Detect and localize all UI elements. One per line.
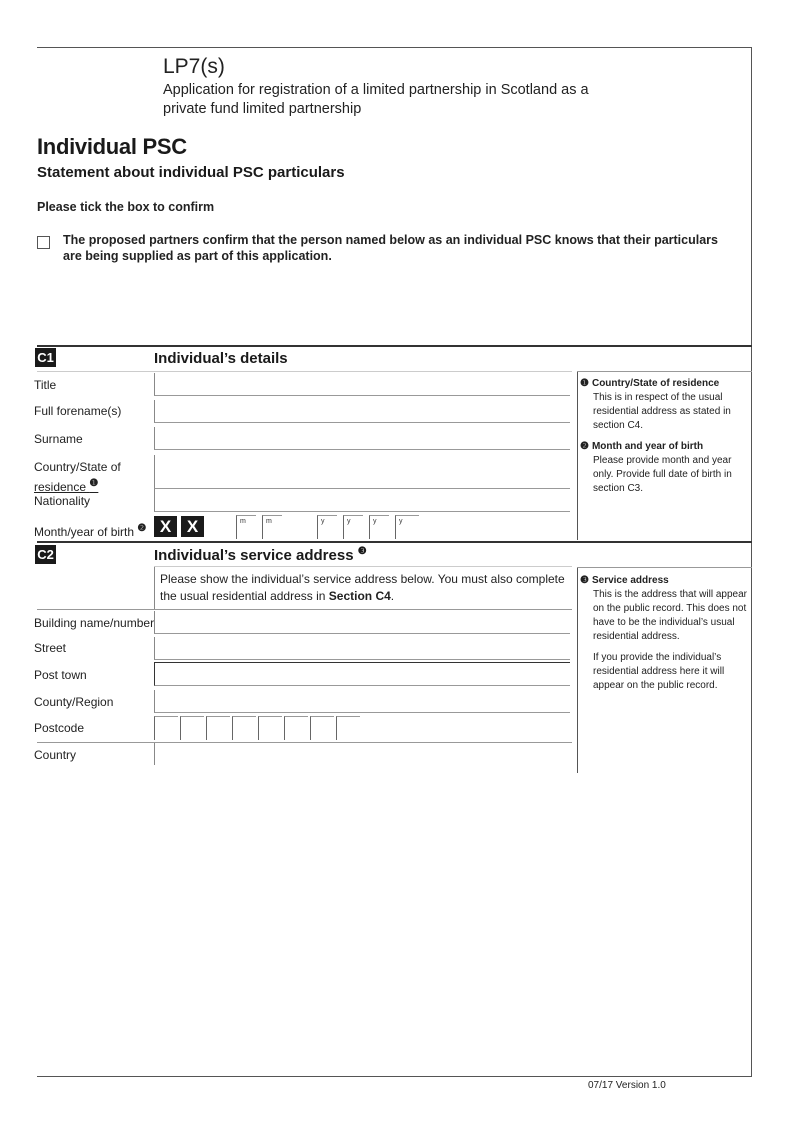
service-desc-prefix: Please show the individual’s service address below. You must also complete the usual residential address in (160, 572, 565, 603)
note-1-body: This is in respect of the usual residential address as stated in section C4. (593, 392, 731, 431)
note-3-body: This is the address that will appear on the public record. This does not have to be the individual’s usual residential address. (593, 589, 747, 642)
street-field[interactable] (154, 637, 570, 660)
c2-badge: C2 (35, 545, 56, 564)
birth-year-cell[interactable]: y (317, 515, 337, 539)
postcode-cell[interactable] (284, 716, 308, 740)
frame-top-rule (37, 47, 752, 48)
c1-notes-divider (577, 371, 578, 540)
c1-heading-rule (37, 371, 572, 372)
nationality-field[interactable] (154, 489, 570, 512)
service-desc-section-ref: Section C4 (328, 589, 391, 603)
birth-day-mask-1: X (154, 516, 177, 537)
note-1-marker: ❶ (89, 478, 99, 489)
note-3-number: ❸ (580, 575, 589, 586)
note-2-body: Please provide month and year only. Provide full date of birth in section C3. (593, 455, 732, 494)
postcode-cell[interactable] (258, 716, 282, 740)
note-3-body-2: If you provide the individual’s residential address here it will appear on the public record. (593, 652, 725, 691)
country-address-field[interactable] (154, 743, 570, 765)
c2-heading-rule (154, 566, 572, 567)
note-2-heading (580, 440, 748, 454)
c2-notes-divider (577, 567, 578, 773)
service-desc-suffix: . (390, 589, 395, 603)
birth-label-text: Month/year of birth (34, 525, 135, 539)
note-service-address (580, 574, 748, 693)
post-town-label: Post town (34, 668, 87, 682)
surname-field[interactable] (154, 427, 570, 450)
c2-desc-left-rule (154, 567, 155, 609)
section-subtitle: Statement about individual PSC particulars (37, 164, 345, 181)
birth-year-cell[interactable]: y (395, 515, 419, 539)
building-label: Building name/number (34, 616, 155, 630)
section-title: Individual PSC (37, 134, 187, 159)
c2-heading: Individual’s service address (154, 547, 354, 564)
c2-notes-top-rule (577, 567, 752, 568)
confirm-statement: The proposed partners confirm that the person named below as an individual PSC knows that their particulars are being supplied as part of this application. (63, 233, 718, 263)
form-title: Application for registration of a limited partnership in Scotland as a private fund limited partnership (163, 82, 589, 117)
country-field[interactable] (154, 455, 570, 489)
birth-year-cell[interactable]: y (369, 515, 389, 539)
c1-badge: C1 (35, 348, 56, 367)
birth-day-mask-2: X (181, 516, 204, 537)
c1-notes-top-rule (577, 371, 752, 372)
confirm-checkbox[interactable] (37, 236, 50, 249)
note-country-residence (580, 377, 748, 433)
form-code: LP7(s) (163, 55, 225, 78)
c2-desc-bottom-rule (37, 609, 572, 610)
postcode-label: Postcode (34, 721, 85, 735)
country-label-residence: residence (34, 480, 87, 494)
note-3-marker: ❸ (357, 546, 367, 557)
birth-label (34, 521, 146, 540)
note-3-title: Service address (591, 575, 669, 586)
note-2-number: ❷ (580, 441, 589, 452)
note-2-title: Month and year of birth (591, 441, 704, 452)
county-label: County/Region (34, 695, 114, 709)
nationality-label: Nationality (34, 494, 91, 508)
county-field[interactable] (154, 690, 570, 713)
postcode-cell[interactable] (180, 716, 204, 740)
forenames-label: Full forename(s) (34, 404, 122, 418)
birth-month-cell[interactable]: m (236, 515, 256, 539)
note-1-number: ❶ (580, 378, 589, 389)
note-1-heading (580, 377, 748, 391)
note-2-marker: ❷ (137, 523, 147, 534)
building-field[interactable] (154, 611, 570, 634)
instruction-text: Please tick the box to confirm (37, 200, 215, 214)
title-field[interactable] (154, 373, 570, 396)
postcode-cell[interactable] (310, 716, 334, 740)
note-1-title: Country/State of residence (591, 378, 720, 389)
c1-heading: Individual’s details (154, 350, 288, 367)
service-address-instructions (160, 571, 570, 605)
c2-top-rule (37, 541, 752, 543)
postcode-cell[interactable] (336, 716, 360, 740)
birth-month-cell[interactable]: m (262, 515, 282, 539)
c2-heading-wrap (154, 546, 367, 564)
forenames-field[interactable] (154, 400, 570, 423)
birth-year-cell[interactable]: y (343, 515, 363, 539)
country-label-line1: Country/State of (34, 460, 121, 474)
surname-label: Surname (34, 432, 83, 446)
version-footer: 07/17 Version 1.0 (588, 1080, 666, 1091)
frame-right-rule (751, 47, 752, 1077)
post-town-field[interactable] (154, 662, 570, 686)
country-label-line2 (34, 476, 98, 495)
postcode-cell[interactable] (154, 716, 178, 740)
postcode-cell[interactable] (206, 716, 230, 740)
country-label: Country (34, 748, 77, 762)
street-label: Street (34, 641, 67, 655)
title-label: Title (34, 378, 57, 392)
note-3-heading (580, 574, 748, 588)
c1-top-rule (37, 345, 752, 347)
note-month-year-birth (580, 440, 748, 496)
frame-bottom-rule (37, 1076, 752, 1077)
postcode-cell[interactable] (232, 716, 256, 740)
